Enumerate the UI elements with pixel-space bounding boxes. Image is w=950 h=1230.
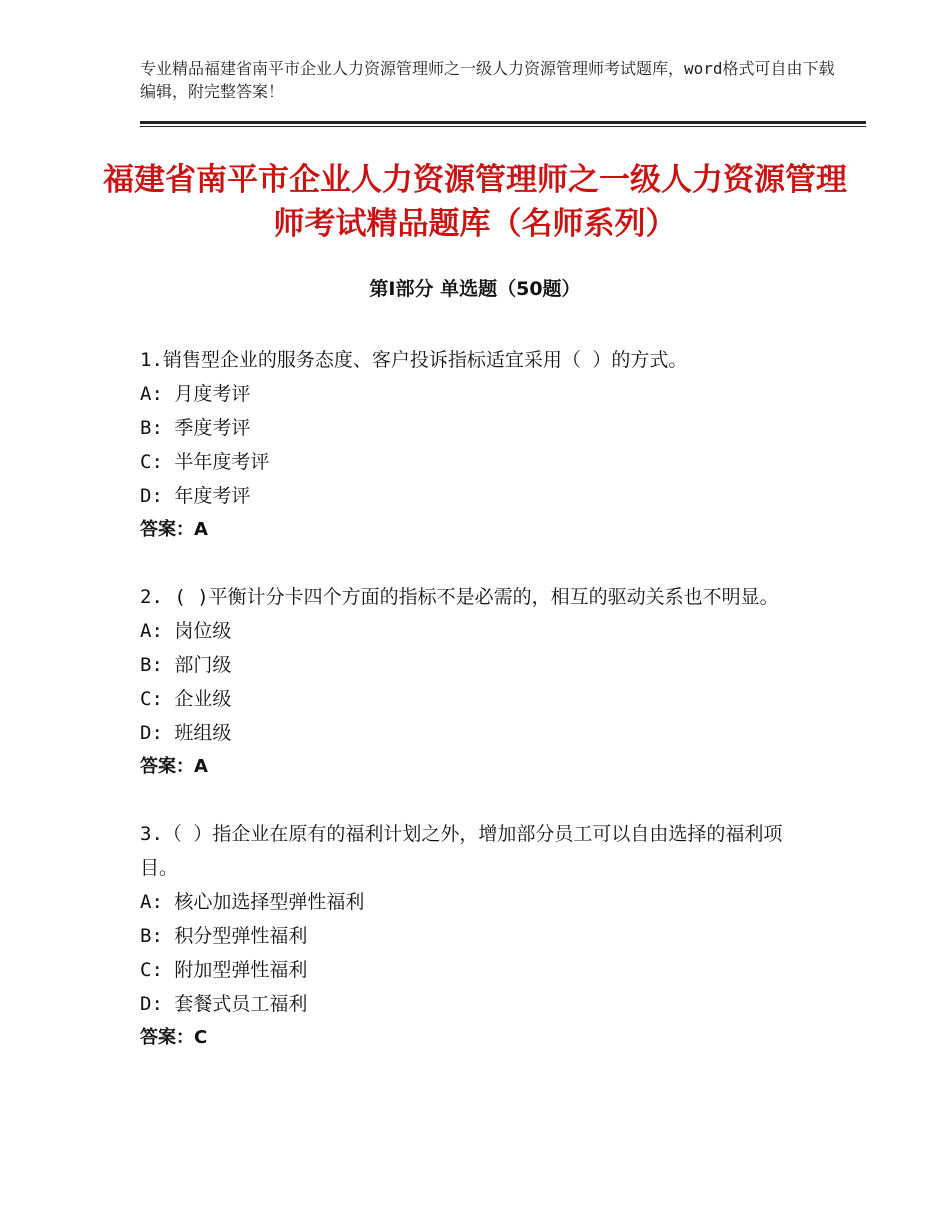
option-d: D: 年度考评 [140, 485, 251, 507]
option-a: A: 月度考评 [140, 383, 251, 405]
answer: 答案：A [140, 756, 208, 777]
section-title: 第Ⅰ部分 单选题（50题） [369, 278, 581, 300]
answer: 答案：C [140, 1027, 208, 1048]
option-b: B: 季度考评 [140, 417, 251, 439]
document-title: 福建省南平市企业人力资源管理师之一级人力资源管理师考试精品题库（名师系列） [103, 162, 847, 242]
option-b: B: 部门级 [140, 654, 232, 676]
question-1 [140, 343, 810, 547]
question-stem: 2. ( )平衡计分卡四个方面的指标不是必需的，相互的驱动关系也不明显。 [140, 586, 779, 608]
question-stem: 3.（ ）指企业在原有的福利计划之外，增加部分员工可以自由选择的福利项目。 [140, 823, 783, 879]
question-list [140, 343, 810, 1088]
answer: 答案：A [140, 519, 208, 540]
option-d: D: 套餐式员工福利 [140, 993, 308, 1015]
header-divider [140, 121, 866, 127]
header-divider-thick [140, 121, 866, 124]
header-divider-thin [140, 126, 866, 127]
option-d: D: 班组级 [140, 722, 232, 744]
option-b: B: 积分型弹性福利 [140, 925, 308, 947]
option-c: C: 附加型弹性福利 [140, 959, 308, 981]
question-2 [140, 580, 810, 784]
question-stem: 1.销售型企业的服务态度、客户投诉指标适宜采用（ ）的方式。 [140, 349, 688, 371]
option-c: C: 企业级 [140, 688, 232, 710]
option-a: A: 岗位级 [140, 620, 232, 642]
option-c: C: 半年度考评 [140, 451, 270, 473]
option-a: A: 核心加选择型弹性福利 [140, 891, 365, 913]
header-note: 专业精品福建省南平市企业人力资源管理师之一级人力资源管理师考试题库，word格式可自由下载编辑，附完整答案！ [140, 59, 835, 101]
question-3 [140, 817, 810, 1055]
